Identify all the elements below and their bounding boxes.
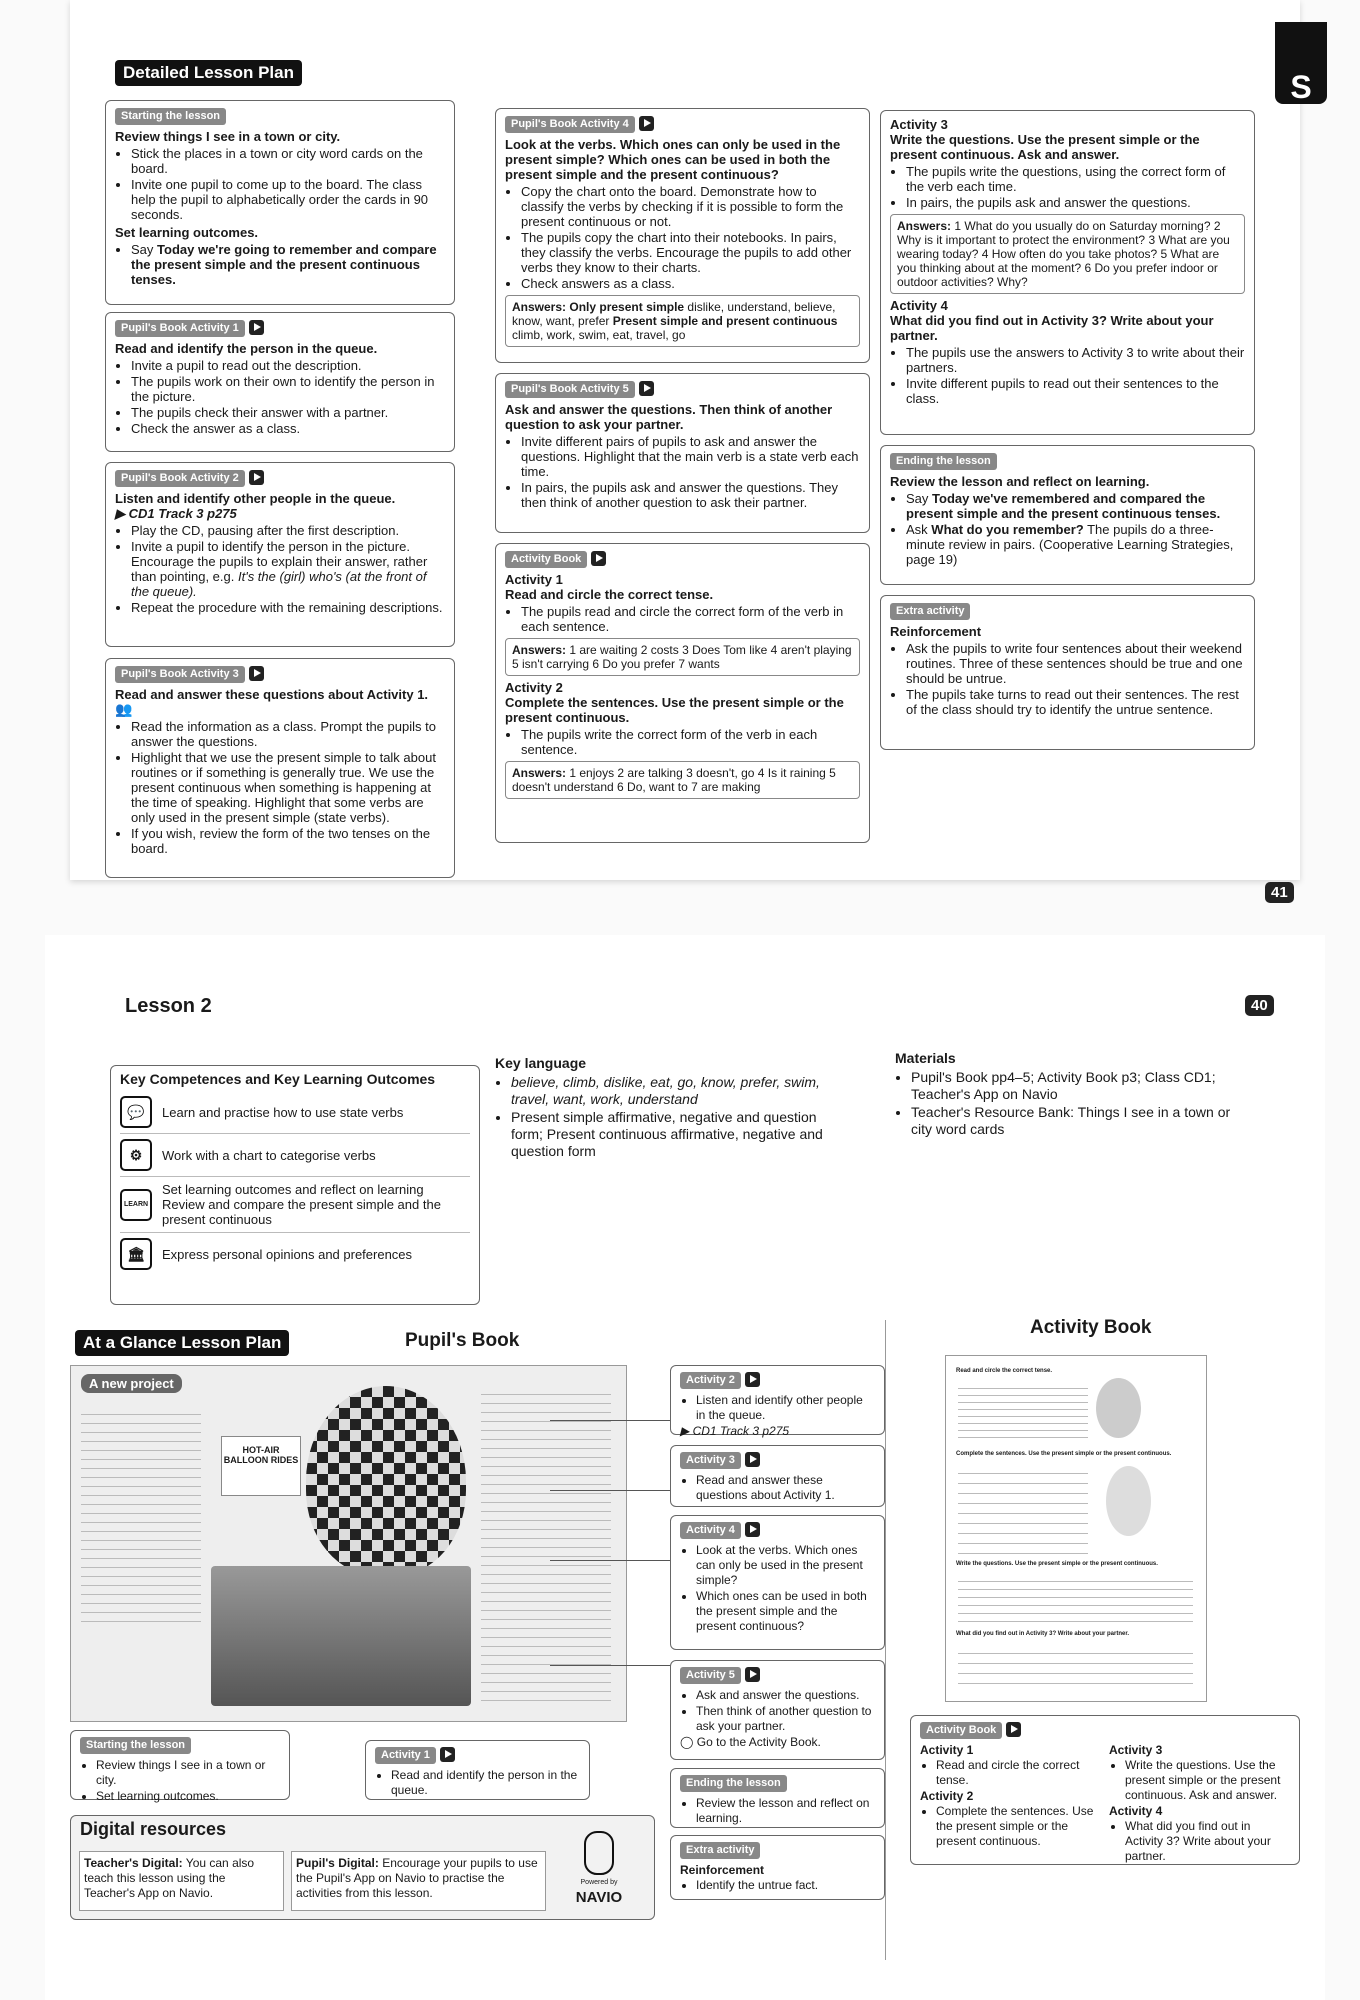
play-icon bbox=[639, 116, 654, 131]
extra-title: Reinforcement bbox=[890, 624, 982, 639]
play-icon bbox=[745, 1667, 760, 1682]
pb-activity-5-box bbox=[495, 373, 870, 533]
glance-activity-2 bbox=[670, 1365, 885, 1438]
thumb-item: What did you find out in Activity 3? Write about your partner. bbox=[956, 1631, 1130, 1637]
ab-a2-sub: Complete the sentences. Use the present simple or the present continuous. bbox=[505, 695, 844, 725]
ending-lesson-tag: Ending the lesson bbox=[890, 453, 997, 470]
goto-text: Go to the Activity Book. bbox=[696, 1735, 821, 1749]
answers-text: dislike, understand, believe, know, want, prefer bbox=[512, 300, 836, 328]
answers-text: 1 What do you usually do on Saturday morning? 2 Why is it important to protect the environment? 3 What are you wearing today? 4 How often do you take photos? 5 What are you thinking about at the moment? 6 Do you prefer indoor or outdoor activities? Why? bbox=[897, 219, 1230, 289]
key-row-line: Set learning outcomes and reflect on learning bbox=[162, 1182, 424, 1197]
answers-label: Answers: bbox=[512, 643, 567, 657]
extra-activity-tag: Extra activity bbox=[890, 603, 970, 620]
activity-book-box bbox=[495, 543, 870, 843]
key-language-title: Key language bbox=[495, 1055, 587, 1071]
pupil-digital-text: Encourage your pupils to use the Pupil's App on Navio to practise the activities from this lesson. bbox=[296, 1856, 538, 1900]
play-icon bbox=[249, 666, 264, 681]
play-icon bbox=[745, 1522, 760, 1537]
ab-col-left bbox=[920, 1743, 1095, 1865]
thumb-text-lines bbox=[958, 1574, 1193, 1624]
cd-track: ▶ CD1 Track 3 p275 bbox=[115, 506, 237, 521]
ending-title: Review the lesson and reflect on learning. bbox=[890, 474, 1150, 489]
ask-text: What do you remember? bbox=[931, 522, 1084, 537]
balloon-image bbox=[1096, 1378, 1141, 1438]
pb-activity-1-tag: Pupil's Book Activity 1 bbox=[115, 320, 245, 337]
ab-a1-sub: Read and circle the correct tense. bbox=[505, 587, 714, 602]
play-icon bbox=[745, 1452, 760, 1467]
pupil-digital-label: Pupil's Digital: bbox=[296, 1856, 379, 1870]
thumb-text-lines bbox=[958, 1464, 1088, 1554]
bottom-page bbox=[45, 935, 1325, 2000]
key-row-text: Learn and practise how to use state verbs bbox=[162, 1104, 404, 1120]
list-item: • The pupils use the answers to Activity 3 to write about their partners. bbox=[906, 345, 1245, 375]
glance-ending bbox=[670, 1768, 885, 1828]
list-item: • Invite different pairs of pupils to ask and answer the questions. Highlight that the main verb is a state verb each time. bbox=[521, 434, 860, 479]
key-row bbox=[120, 1233, 470, 1275]
play-icon bbox=[1006, 1722, 1021, 1737]
key-competences-title: Key Competences and Key Learning Outcomes bbox=[120, 1071, 436, 1087]
glance-extra-tag: Extra activity bbox=[680, 1842, 760, 1859]
list-item: • Ask and answer the questions. bbox=[696, 1688, 875, 1703]
speech-icon: 💬 bbox=[120, 1096, 152, 1128]
list-item: • Which ones can be used in both the present simple and the present continuous? bbox=[696, 1589, 875, 1634]
list-item: • In pairs, the pupils ask and answer the questions. bbox=[906, 195, 1245, 210]
pb-activity-5-tag: Pupil's Book Activity 5 bbox=[505, 381, 635, 398]
glance-activity-4-tag: Activity 4 bbox=[680, 1522, 741, 1539]
list-item: • The pupils read and circle the correct form of the verb in each sentence. bbox=[521, 604, 860, 634]
list-item: • Invite a pupil to read out the description. bbox=[131, 358, 445, 373]
list-item: • Teacher's Resource Bank: Things I see in a town or city word cards bbox=[911, 1104, 1255, 1138]
connector-line bbox=[550, 1420, 670, 1421]
say-text: Today we're going to remember and compare the present simple and the present continuous tenses. bbox=[131, 242, 437, 287]
extra-activity-box bbox=[880, 595, 1255, 750]
divider bbox=[885, 1320, 886, 1960]
glance-ending-tag: Ending the lesson bbox=[680, 1775, 787, 1792]
pb-activity-3-tag: Pupil's Book Activity 3 bbox=[115, 666, 245, 683]
list-item: • Highlight that we use the present simple to talk about routines or if something is generally true. We use the present continuous when something is happening at the time of speaking. Highlight that some verbs are only used in the present simple (state verbs). bbox=[131, 750, 445, 825]
pb-activity-4-box bbox=[495, 108, 870, 363]
glance-activity-1-tag: Activity 1 bbox=[375, 1747, 436, 1764]
a3-title: Activity 3 bbox=[890, 117, 948, 132]
answers-heading: Present simple and present continuous bbox=[612, 314, 838, 328]
thumb-text-lines bbox=[958, 1382, 1088, 1442]
list-item: • Pupil's Book pp4–5; Activity Book p3; Class CD1; Teacher's App on Navio bbox=[911, 1069, 1255, 1103]
key-competences-box bbox=[110, 1065, 480, 1305]
pb1-title: Read and identify the person in the queue. bbox=[115, 341, 378, 356]
play-icon bbox=[639, 381, 654, 396]
at-a-glance-title: At a Glance Lesson Plan bbox=[75, 1330, 289, 1356]
activity-book-title: Activity Book bbox=[1030, 1317, 1152, 1338]
a3-sub: Write the questions. Use the present simple or the present continuous. Ask and answer. bbox=[890, 132, 1200, 162]
ab-a4: Activity 4 bbox=[1109, 1804, 1163, 1818]
list-item-text: Invite a pupil to identify the person in the picture. Encourage the pupils to explain their answer, rather than pointing, e.g. bbox=[131, 539, 428, 584]
list-item: • Identify the untrue fact. bbox=[696, 1878, 875, 1893]
play-icon bbox=[440, 1747, 455, 1762]
list-item: • If you wish, review the form of the two tenses on the board. bbox=[131, 826, 445, 856]
queue-photo bbox=[211, 1566, 471, 1706]
list-item: • The pupils write the correct form of the verb in each sentence. bbox=[521, 727, 860, 757]
play-icon bbox=[745, 1372, 760, 1387]
list-item: • Set learning outcomes. bbox=[96, 1789, 280, 1804]
answers-heading: Only present simple bbox=[569, 300, 685, 314]
list-item: • Invite different pupils to read out their sentences to the class. bbox=[906, 376, 1245, 406]
museum-icon: 🏛 bbox=[120, 1238, 152, 1270]
goto-activity-book: ◯ Go to the Activity Book. bbox=[680, 1735, 821, 1749]
pb4-answers bbox=[505, 295, 860, 347]
list-item: • The pupils copy the chart into their notebooks. In pairs, they classify the verbs. Encourage the pupils to add other verbs they know to their charts. bbox=[521, 230, 860, 275]
list-item: • The pupils work on their own to identify the person in the picture. bbox=[131, 374, 445, 404]
glance-starting bbox=[70, 1730, 290, 1803]
thumb-heading: A new project bbox=[81, 1374, 182, 1393]
thumb-text-lines bbox=[958, 1644, 1193, 1692]
key-row-text bbox=[162, 1182, 470, 1227]
connector-line bbox=[550, 1490, 670, 1491]
answers-text: 1 enjoys 2 are talking 3 doesn't, go 4 Is it raining 5 doesn't understand 6 Do, want to 7 are making bbox=[512, 766, 836, 794]
list-item: • The pupils write the questions, using the correct form of the verb each time. bbox=[906, 164, 1245, 194]
pb-activity-2-tag: Pupil's Book Activity 2 bbox=[115, 470, 245, 487]
list-item: • Review the lesson and reflect on learning. bbox=[696, 1796, 875, 1826]
a3-answers bbox=[890, 214, 1245, 294]
materials bbox=[895, 1050, 1255, 1141]
list-item: • Write the questions. Use the present simple or the present continuous. Ask and answer. bbox=[1125, 1758, 1284, 1803]
list-item: • Read the information as a class. Prompt the pupils to answer the questions. bbox=[131, 719, 445, 749]
list-item: • Present simple affirmative, negative and question form; Present continuous affirmative, negative and question form bbox=[511, 1109, 845, 1160]
list-item: • What did you find out in Activity 3? Write about your partner. bbox=[1125, 1819, 1284, 1864]
answers-text: 1 are waiting 2 costs 3 Does Tom like 4 aren't playing 5 isn't carrying 6 Do you prefer 7 wants bbox=[512, 643, 852, 671]
learn-icon: LEARN bbox=[120, 1189, 152, 1221]
pb2-title: Listen and identify other people in the queue. bbox=[115, 491, 396, 506]
ask-rest: The pupils do a three-minute review in pairs. (Cooperative Learning Strategies, page 19) bbox=[906, 522, 1234, 567]
thumb-text-lines bbox=[81, 1406, 201, 1626]
pb5-title: Ask and answer the questions. Then think of another question to ask your partner. bbox=[505, 402, 833, 432]
glance-extra bbox=[670, 1835, 885, 1900]
glance-activity-book-tag: Activity Book bbox=[920, 1722, 1002, 1739]
glance-activity-5-tag: Activity 5 bbox=[680, 1667, 741, 1684]
teacher-digital bbox=[79, 1851, 284, 1911]
list-item bbox=[906, 491, 1245, 521]
glance-activity-3-tag: Activity 3 bbox=[680, 1452, 741, 1469]
list-item: • Ask the pupils to write four sentences about their weekend routines. Three of these sentences should be true and one should be untrue. bbox=[906, 641, 1245, 686]
list-item: • Check the answer as a class. bbox=[131, 421, 445, 436]
glance-activity-book bbox=[910, 1715, 1300, 1865]
list-item: • Stick the places in a town or city word cards on the board. bbox=[131, 146, 445, 176]
starting-subtitle: Set learning outcomes. bbox=[115, 225, 259, 240]
digital-resources-title: Digital resources bbox=[80, 1819, 227, 1839]
pupils-book-title: Pupil's Book bbox=[405, 1330, 520, 1351]
list-item: • In pairs, the pupils ask and answer the questions. They then think of another question to ask their partner. bbox=[521, 480, 860, 510]
balloon-image bbox=[306, 1386, 466, 1576]
list-item: • Invite one pupil to come up to the board. The class help the pupil to alphabetically order the cards in 90 seconds. bbox=[131, 177, 445, 222]
navio-logo-icon bbox=[584, 1831, 614, 1875]
list-item: • Review things I see in a town or city. bbox=[96, 1758, 280, 1788]
glance-extra-title: Reinforcement bbox=[680, 1863, 765, 1877]
unit-tab: S bbox=[1275, 22, 1327, 104]
key-row-text: Work with a chart to categorise verbs bbox=[162, 1147, 376, 1163]
say-label: Say bbox=[906, 491, 929, 506]
ab-a1: Activity 1 bbox=[920, 1743, 974, 1757]
activity-book-thumbnail bbox=[945, 1355, 1207, 1702]
ab-a2-answers bbox=[505, 761, 860, 799]
say-label: Say bbox=[131, 242, 154, 257]
thumb-item: Complete the sentences. Use the present simple or the present continuous. bbox=[956, 1451, 1172, 1457]
activity-book-tag: Activity Book bbox=[505, 551, 587, 568]
activity-3-box bbox=[880, 110, 1255, 435]
list-item: • Copy the chart onto the board. Demonstrate how to classify the verbs by checking if it is possible to form the present continuous or not. bbox=[521, 184, 860, 229]
balloon-image bbox=[1106, 1466, 1151, 1536]
detailed-lesson-plan-title: Detailed Lesson Plan bbox=[115, 60, 302, 86]
key-row bbox=[120, 1091, 470, 1134]
play-icon bbox=[249, 470, 264, 485]
answers-label: Answers: bbox=[512, 300, 567, 314]
answers-label: Answers: bbox=[897, 219, 952, 233]
digital-resources-box bbox=[70, 1815, 655, 1920]
a4-title: Activity 4 bbox=[890, 298, 948, 313]
starting-lesson-box bbox=[105, 100, 455, 305]
pupil-digital bbox=[291, 1851, 546, 1911]
a4-sub: What did you find out in Activity 3? Write about your partner. bbox=[890, 313, 1214, 343]
ab-a2-title: Activity 2 bbox=[505, 680, 563, 695]
navio-powered: Powered by bbox=[580, 1879, 618, 1886]
example-text: It's the (girl) who's (at the front of the queue). bbox=[131, 569, 427, 599]
answers-label: Answers: bbox=[512, 766, 567, 780]
play-icon bbox=[591, 551, 606, 566]
thumb-sign: HOT-AIR BALLOON RIDES bbox=[221, 1436, 301, 1496]
connector-line bbox=[550, 1560, 670, 1561]
glance-activity-2-tag: Activity 2 bbox=[680, 1372, 741, 1389]
key-row bbox=[120, 1177, 470, 1233]
pb-activity-1-box bbox=[105, 312, 455, 452]
spiral-binding bbox=[0, 880, 1360, 940]
starting-title: Review things I see in a town or city. bbox=[115, 129, 341, 144]
thumb-item: Write the questions. Use the present simple or the present continuous. bbox=[956, 1561, 1158, 1567]
pair-work-icon: 👥 bbox=[115, 701, 133, 717]
list-item bbox=[131, 539, 445, 599]
glance-activity-4 bbox=[670, 1515, 885, 1650]
list-item bbox=[906, 522, 1245, 567]
cd-track: ▶ CD1 Track 3 p275 bbox=[680, 1424, 790, 1438]
list-item: • The pupils take turns to read out their sentences. The rest of the class should try to identify the untrue sentence. bbox=[906, 687, 1245, 717]
list-item: • Complete the sentences. Use the present simple or the present continuous. bbox=[936, 1804, 1095, 1849]
page-number-40: 40 bbox=[1245, 995, 1274, 1016]
key-language bbox=[495, 1055, 845, 1163]
pb-activity-2-box bbox=[105, 462, 455, 647]
glance-activity-3 bbox=[670, 1445, 885, 1507]
teacher-digital-label: Teacher's Digital: bbox=[84, 1856, 183, 1870]
ab-a2: Activity 2 bbox=[920, 1789, 974, 1803]
list-item: • Play the CD, pausing after the first description. bbox=[131, 523, 445, 538]
key-row-text: Express personal opinions and preferences bbox=[162, 1246, 413, 1262]
list-item: • Then think of another question to ask your partner. bbox=[696, 1704, 875, 1734]
say-text: Today we've remembered and compared the present simple and the present continuous tenses. bbox=[906, 491, 1221, 521]
starting-lesson-tag: Starting the lesson bbox=[115, 108, 226, 125]
thumb-item: Read and circle the correct tense. bbox=[956, 1368, 1053, 1374]
pb3-title: Read and answer these questions about Activity 1. bbox=[115, 687, 429, 702]
key-row bbox=[120, 1134, 470, 1177]
play-icon bbox=[249, 320, 264, 335]
list-item: • Read and identify the person in the queue. bbox=[391, 1768, 580, 1798]
teacher-digital-text: You can also teach this lesson using the Teacher's App on Navio. bbox=[84, 1856, 255, 1900]
cd-track-text: CD1 Track 3 p275 bbox=[128, 506, 237, 521]
answers-text: climb, work, swim, eat, travel, go bbox=[512, 328, 686, 342]
pb4-title: Look at the verbs. Which ones can only be used in the present simple? Which ones can be used in both the present simple and the present continuous? bbox=[505, 137, 841, 182]
navio-text: NAVIO bbox=[575, 1889, 623, 1906]
pb-activity-4-tag: Pupil's Book Activity 4 bbox=[505, 116, 635, 133]
ab-col-right bbox=[1109, 1743, 1284, 1865]
pb-activity-3-box bbox=[105, 658, 455, 878]
top-page bbox=[70, 0, 1312, 901]
key-row-line: Review and compare the present simple and the present continuous bbox=[162, 1197, 441, 1227]
list-item: • Repeat the procedure with the remaining descriptions. bbox=[131, 600, 445, 615]
ab-a1-title: Activity 1 bbox=[505, 572, 563, 587]
list-item: • Read and circle the correct tense. bbox=[936, 1758, 1095, 1788]
list-item: • believe, climb, dislike, eat, go, know, prefer, swim, travel, want, work, understand bbox=[511, 1074, 845, 1108]
ab-a1-answers bbox=[505, 638, 860, 676]
list-item: • The pupils check their answer with a partner. bbox=[131, 405, 445, 420]
ending-lesson-box bbox=[880, 445, 1255, 585]
glance-starting-tag: Starting the lesson bbox=[80, 1737, 191, 1754]
glance-activity-1 bbox=[365, 1740, 590, 1800]
cd-track-text: CD1 Track 3 p275 bbox=[692, 1424, 790, 1438]
connector-line bbox=[550, 1665, 670, 1666]
list-item: • Read and answer these questions about Activity 1. bbox=[696, 1473, 875, 1503]
ask-label: Ask bbox=[906, 522, 928, 537]
navio-logo bbox=[559, 1831, 639, 1905]
ab-a3: Activity 3 bbox=[1109, 1743, 1163, 1757]
list-item: • Check answers as a class. bbox=[521, 276, 860, 291]
lesson-title: Lesson 2 bbox=[125, 995, 212, 1017]
materials-title: Materials bbox=[895, 1050, 956, 1066]
list-item bbox=[131, 242, 445, 287]
page-number-41: 41 bbox=[1265, 882, 1294, 903]
list-item: • Listen and identify other people in the queue. bbox=[696, 1393, 875, 1423]
pupils-book-thumbnail bbox=[70, 1365, 627, 1722]
glance-activity-5 bbox=[670, 1660, 885, 1760]
gears-icon: ⚙ bbox=[120, 1139, 152, 1171]
thumb-text-lines bbox=[481, 1386, 611, 1706]
list-item: • Look at the verbs. Which ones can only be used in the present simple? bbox=[696, 1543, 875, 1588]
